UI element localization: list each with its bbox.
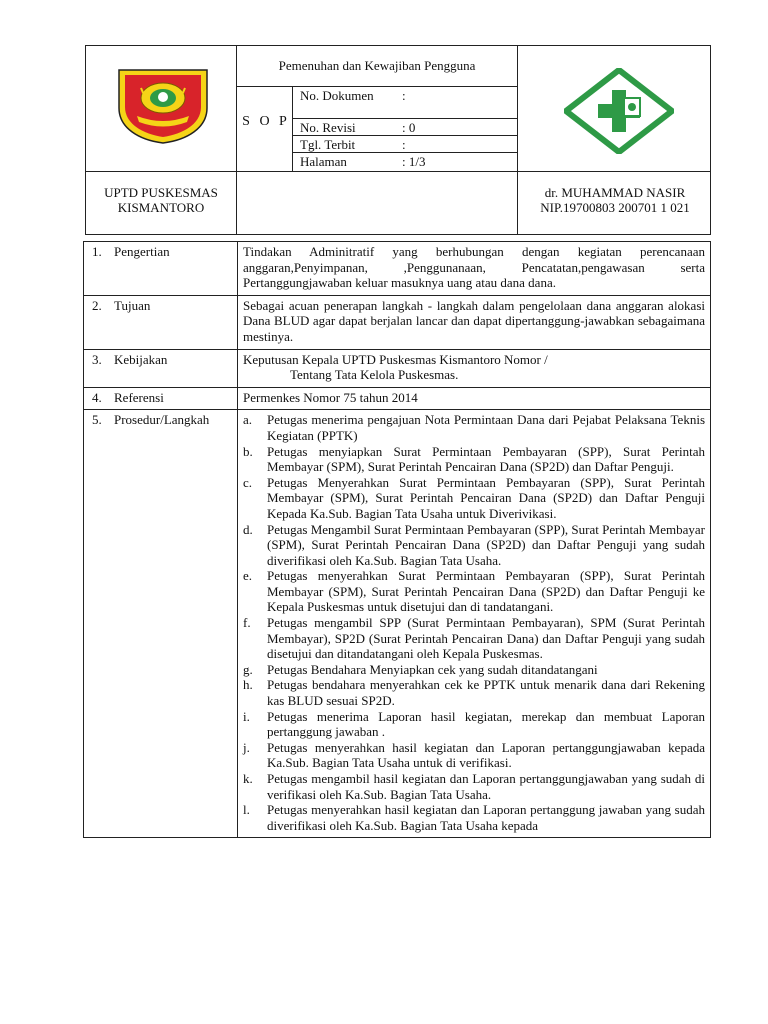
row-label — [84, 410, 238, 838]
step-text: Petugas mengambil hasil kegiatan dan Laporan pertanggungjawaban yang sudah di verifikasi oleh Ka.Sub. Bagian Tata Usaha. — [267, 771, 705, 802]
step-marker: i. — [243, 708, 250, 724]
step-marker: a. — [243, 412, 253, 428]
table-row — [84, 387, 711, 410]
step-marker: e. — [243, 568, 253, 584]
organization-line-2: KISMANTORO — [117, 200, 205, 215]
row-content: Sebagai acuan penerapan langkah - langkah dalam pengelolaan dana anggaran alokasi Dana BLUD agar dapat berjalan lancar dan dapat dipertanggung-jawabkan sebagaimana mestinya. — [238, 295, 711, 349]
procedure-step — [243, 615, 705, 662]
policy-line-2: Tentang Tata Kelola Puskesmas. — [290, 367, 459, 383]
step-marker: l. — [243, 802, 250, 818]
step-marker: b. — [243, 443, 253, 459]
step-text: Petugas menerima Laporan hasil kegiatan, merekap dan membuat Laporan pertanggung jawaban . — [267, 708, 705, 740]
signatory-nip: NIP.19700803 200701 1 021 — [540, 200, 690, 215]
procedure-step — [243, 740, 705, 771]
step-text: Petugas menyerahkan hasil kegiatan dan Laporan pertanggung jawaban yang sudah diverifikasi oleh Ka.Sub. Bagian Tata Usaha kepada — [267, 802, 705, 833]
meta-label-document: No. Dokumen — [300, 88, 374, 103]
meta-label-page: Halaman — [300, 154, 347, 169]
meta-label-issued: Tgl. Terbit — [300, 137, 356, 152]
row-number: 3. — [92, 351, 102, 367]
row-content — [238, 349, 711, 387]
procedure-steps — [243, 412, 705, 833]
procedure-step — [243, 568, 705, 615]
step-text: Petugas Bendahara Menyiapkan cek yang sudah ditandatangani — [267, 661, 598, 677]
title-divider — [236, 86, 517, 87]
row-label-text: Pengertian — [114, 244, 170, 259]
meta-divider — [292, 86, 293, 171]
row-content — [238, 410, 711, 838]
row-number: 5. — [92, 412, 102, 428]
row-label-text: Prosedur/Langkah — [114, 412, 210, 428]
row-label — [84, 242, 238, 296]
sop-body-table — [83, 241, 711, 838]
table-row — [84, 410, 711, 838]
meta-value-revision: : 0 — [402, 120, 416, 135]
procedure-step — [243, 475, 705, 522]
procedure-step — [243, 771, 705, 802]
procedure-step — [243, 662, 705, 678]
step-text: Petugas mengambil SPP (Surat Permintaan Pembayaran), SPM (Surat Perintah Membayar), SP2D (Surat Perintah Pencairan Dana) dan Daftar Penguji yang sudah disetujui dan ditandatangani oleh Kepala Puskesmas. — [267, 615, 705, 662]
header-divider-left — [236, 45, 237, 235]
procedure-step — [243, 709, 705, 740]
step-marker: k. — [243, 771, 253, 786]
step-text: Petugas menyiapkan Surat Permintaan Pembayaran (SPP), Surat Perintah Membayar (SPM), Surat Perintah Pencairan Dana (SP2D) dan Daftar Penguji. — [267, 443, 705, 475]
procedure-step — [243, 444, 705, 475]
row-number: 2. — [92, 297, 102, 313]
step-marker: j. — [243, 739, 250, 755]
header-row-divider — [85, 171, 711, 172]
meta-value-page: : 1/3 — [402, 154, 426, 169]
table-row — [84, 295, 711, 349]
policy-line-1: Keputusan Kepala UPTD Puskesmas Kismantoro Nomor / — [243, 351, 548, 367]
step-text: Petugas Mengambil Surat Permintaan Pembayaran (SPP), Surat Perintah Membayar (SPM), Surat Perintah Pencairan Dana (SP2D) dan Daftar Penguji yang sudah diverifikasi oleh Ka.Sub. Bagian Tata Usaha. — [267, 521, 705, 568]
procedure-step — [243, 677, 705, 708]
row-label — [84, 387, 238, 410]
row-label-text: Kebijakan — [114, 351, 168, 367]
signatory-name: dr. MUHAMMAD NASIR — [544, 185, 686, 200]
meta-row-divider-1 — [292, 118, 517, 119]
row-label — [84, 295, 238, 349]
procedure-step — [243, 802, 705, 833]
row-content: Tindakan Adminitratif yang berhubungan dengan kegiatan perencanaan anggaran,Penyimpanan, ,Penggunanaan, Pencatatan,pengawasan serta Pertanggungjawaban keluar masuknya uang atau dana dana. — [238, 242, 711, 296]
step-text: Petugas Menyerahkan Surat Permintaan Pembayaran (SPP), Surat Perintah Membayar (SPM), Surat Perintah Pencairan Dana (SP2D) dan Daftar Penguji Kepada Ka.Sub. Bagian Tata Usaha untuk Diverivikasi. — [267, 474, 705, 521]
row-label-text: Tujuan — [114, 297, 151, 313]
table-row — [84, 349, 711, 387]
meta-value-issued: : — [402, 137, 406, 152]
row-number: 1. — [92, 244, 102, 259]
header-divider-right — [517, 45, 518, 235]
step-marker: f. — [243, 615, 251, 631]
step-marker: c. — [243, 474, 253, 490]
row-label — [84, 349, 238, 387]
procedure-step — [243, 412, 705, 443]
row-content: Permenkes Nomor 75 tahun 2014 — [238, 387, 711, 410]
step-marker: h. — [243, 677, 253, 693]
signatory — [520, 185, 710, 215]
row-number: 4. — [92, 389, 102, 405]
step-text: Petugas menerima pengajuan Nota Permintaan Dana dari Pejabat Pelaksana Teknis Kegiatan (PPTK) — [267, 412, 705, 443]
procedure-step — [243, 522, 705, 569]
step-text: Petugas menyerahkan Surat Permintaan Pembayaran (SPP), Surat Perintah Membayar (SPM), Surat Perintah Pencairan Dana (SP2D) dan Daftar Penguji ke Kepala Puskesmas untuk disetujui dan di tandatangani. — [267, 568, 705, 615]
step-marker: d. — [243, 521, 253, 537]
table-row — [84, 242, 711, 296]
sop-title: Pemenuhan dan Kewajiban Pengguna — [278, 58, 476, 73]
step-text: Petugas bendahara menyerahkan cek ke PPTK untuk menarik dana dari Rekening kas BLUD sesuai SP2D. — [267, 677, 705, 709]
meta-value-document: : — [402, 88, 406, 103]
sop-label: S O P — [242, 114, 290, 129]
row-label-text: Referensi — [114, 389, 164, 405]
regency-emblem-icon — [117, 68, 209, 144]
step-marker: g. — [243, 661, 253, 677]
organization-name — [86, 185, 236, 215]
organization-line-1: UPTD PUSKESMAS — [104, 185, 218, 200]
meta-label-revision: No. Revisi — [300, 120, 356, 135]
puskesmas-logo-icon — [564, 68, 674, 154]
step-text: Petugas menyerahkan hasil kegiatan dan Laporan pertanggungjawaban kepada Ka.Sub. Bagian Tata Usaha untuk di verifikasi. — [267, 739, 705, 771]
